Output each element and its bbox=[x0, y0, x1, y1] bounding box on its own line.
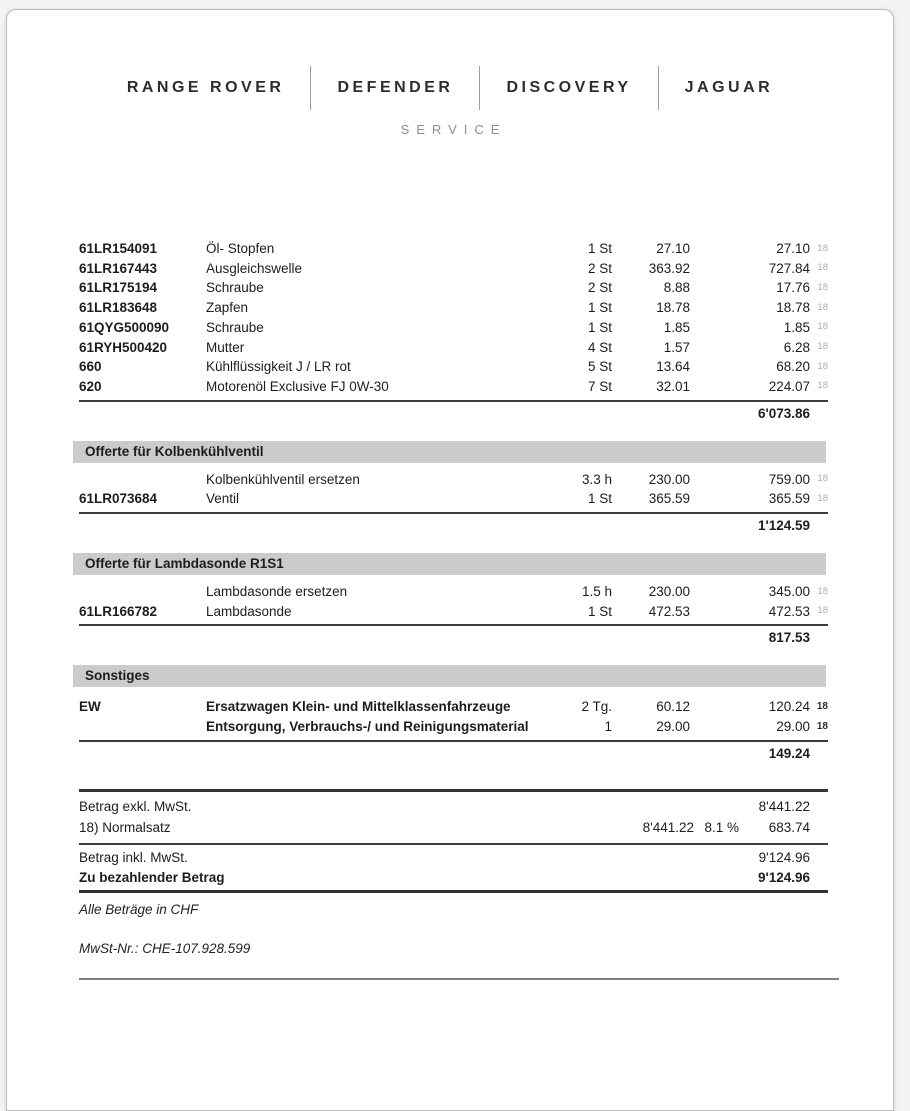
item-quantity: 5 St bbox=[587, 359, 612, 375]
table-row bbox=[79, 298, 828, 318]
item-quantity: 1 St bbox=[587, 241, 612, 256]
amount-due-label: Zu bezahlender Betrag bbox=[79, 869, 225, 885]
table-row bbox=[79, 239, 828, 259]
table-row bbox=[79, 582, 828, 602]
tax-code: 18 bbox=[817, 380, 828, 392]
item-description: Zapfen bbox=[206, 300, 249, 316]
section-subtotal: 149.24 bbox=[768, 745, 810, 761]
part-number: 61LR154091 bbox=[79, 241, 158, 256]
tax-code: 18 bbox=[817, 301, 828, 313]
item-quantity: 1 St bbox=[587, 491, 612, 507]
unit-price: 60.12 bbox=[656, 699, 690, 715]
unit-price: 27.10 bbox=[656, 241, 690, 256]
table-row bbox=[79, 377, 828, 397]
item-quantity: 1 St bbox=[587, 300, 612, 316]
totals-mid-divider bbox=[79, 843, 828, 845]
line-total: 27.10 bbox=[776, 241, 810, 256]
brand-discovery: DISCOVERY bbox=[506, 79, 632, 96]
item-quantity: 1 St bbox=[587, 603, 612, 619]
totals-final-block bbox=[79, 848, 828, 888]
tax-code: 18 bbox=[817, 281, 828, 293]
brand-defender: DEFENDER bbox=[337, 79, 454, 96]
tax-code: 18 bbox=[817, 242, 828, 254]
part-number: 61LR167443 bbox=[79, 260, 158, 276]
unit-price: 8.88 bbox=[663, 280, 690, 296]
section-offer-kolbenkuehlventil bbox=[79, 441, 828, 535]
tax-code: 18 bbox=[817, 605, 828, 617]
part-number: 61LR166782 bbox=[79, 603, 158, 619]
currency-note: Alle Beträge in CHF bbox=[79, 901, 199, 917]
item-quantity: 2 St bbox=[587, 280, 612, 296]
part-number: 660 bbox=[79, 359, 102, 375]
section-offer-lambdasonde bbox=[79, 553, 828, 647]
line-total: 365.59 bbox=[768, 491, 810, 507]
tax-code: 18 bbox=[817, 262, 828, 274]
item-description: Motorenöl Exclusive FJ 0W-30 bbox=[206, 378, 389, 394]
part-number bbox=[79, 582, 206, 602]
item-description: Öl- Stopfen bbox=[206, 241, 275, 256]
total-excl-amount: 8'441.22 bbox=[758, 798, 810, 814]
tax-code: 18 bbox=[816, 700, 828, 712]
tax-code: 18 bbox=[817, 321, 828, 333]
table-row bbox=[79, 357, 828, 377]
item-quantity: 4 St bbox=[587, 339, 612, 355]
invoice-body bbox=[79, 239, 828, 980]
part-number: 61LR073684 bbox=[79, 491, 158, 507]
table-row bbox=[79, 717, 828, 737]
section-header-bar: Sonstiges bbox=[73, 665, 826, 687]
item-description: Lambdasonde bbox=[206, 603, 292, 619]
part-number bbox=[79, 470, 206, 490]
vat-rate: 8.1 % bbox=[704, 820, 739, 836]
part-number: 620 bbox=[79, 378, 102, 394]
item-quantity: 1.5 h bbox=[581, 584, 612, 600]
unit-price: 363.92 bbox=[648, 260, 690, 276]
item-description: Mutter bbox=[206, 339, 245, 355]
vat-base-amount: 8'441.22 bbox=[642, 820, 694, 836]
item-quantity: 1 bbox=[604, 719, 612, 735]
line-total: 18.78 bbox=[776, 300, 810, 316]
line-total: 68.20 bbox=[776, 359, 810, 375]
item-description: Schraube bbox=[206, 280, 264, 296]
vat-row-label: 18) Normalsatz bbox=[79, 820, 171, 836]
item-quantity: 3.3 h bbox=[581, 471, 612, 487]
invoice-page bbox=[6, 9, 894, 1111]
item-description: Ausgleichswelle bbox=[206, 260, 303, 276]
part-number: 61LR175194 bbox=[79, 280, 158, 296]
section-subtotal: 6'073.86 bbox=[757, 405, 810, 421]
part-number bbox=[79, 717, 206, 737]
amount-due-value: 9'124.96 bbox=[757, 869, 810, 885]
line-total: 727.84 bbox=[768, 260, 810, 276]
item-description: Ersatzwagen Klein- und Mittelklassenfahrzeuge bbox=[206, 699, 511, 715]
section-header-bar: Offerte für Lambdasonde R1S1 bbox=[73, 553, 826, 575]
part-number: 61LR183648 bbox=[79, 300, 158, 316]
table-row bbox=[79, 338, 828, 358]
item-quantity: 7 St bbox=[587, 378, 612, 394]
line-total: 1.85 bbox=[783, 319, 810, 335]
section-divider bbox=[79, 400, 828, 402]
unit-price: 32.01 bbox=[656, 378, 690, 394]
line-total: 29.00 bbox=[776, 719, 810, 735]
unit-price: 365.59 bbox=[648, 491, 690, 507]
line-total: 345.00 bbox=[768, 584, 810, 600]
line-total: 17.76 bbox=[776, 280, 810, 296]
tax-code: 18 bbox=[817, 585, 828, 597]
total-incl-label: Betrag inkl. MwSt. bbox=[79, 849, 188, 865]
vat-amount: 683.74 bbox=[768, 820, 810, 836]
table-row bbox=[79, 489, 828, 509]
totals-bottom-divider bbox=[79, 890, 828, 893]
tax-code: 18 bbox=[816, 720, 828, 732]
brand-range-rover: RANGE ROVER bbox=[126, 79, 285, 96]
section-divider bbox=[79, 512, 828, 514]
line-total: 472.53 bbox=[768, 603, 810, 619]
section-divider bbox=[79, 740, 828, 742]
part-number: 61RYH500420 bbox=[79, 339, 168, 355]
totals-block bbox=[79, 796, 828, 839]
line-total: 224.07 bbox=[768, 378, 810, 394]
table-row bbox=[79, 602, 828, 622]
item-description: Schraube bbox=[206, 319, 264, 335]
section-parts bbox=[79, 239, 828, 423]
tax-code: 18 bbox=[817, 341, 828, 353]
item-description: Kolbenkühlventil ersetzen bbox=[206, 471, 360, 487]
item-description: Kühlflüssigkeit J / LR rot bbox=[206, 359, 351, 375]
item-description: Entsorgung, Verbrauchs-/ und Reinigungsmaterial bbox=[206, 719, 529, 735]
unit-price: 29.00 bbox=[656, 719, 690, 735]
tax-code: 18 bbox=[817, 473, 828, 485]
section-header-bar: Offerte für Kolbenkühlventil bbox=[73, 441, 826, 463]
unit-price: 472.53 bbox=[648, 603, 690, 619]
unit-price: 13.64 bbox=[656, 359, 690, 375]
unit-price: 230.00 bbox=[648, 584, 690, 600]
item-description: Ventil bbox=[206, 491, 240, 507]
item-quantity: 2 Tg. bbox=[581, 699, 612, 715]
table-row bbox=[79, 697, 828, 717]
total-excl-label: Betrag exkl. MwSt. bbox=[79, 798, 192, 814]
line-total: 6.28 bbox=[783, 339, 810, 355]
tax-code: 18 bbox=[817, 360, 828, 372]
line-total: 759.00 bbox=[768, 471, 810, 487]
total-incl-amount: 9'124.96 bbox=[758, 849, 810, 865]
vat-number: MwSt-Nr.: CHE-107.928.599 bbox=[79, 940, 251, 956]
unit-price: 1.57 bbox=[663, 339, 690, 355]
table-row bbox=[79, 318, 828, 338]
section-divider bbox=[79, 624, 828, 626]
item-quantity: 2 St bbox=[587, 260, 612, 276]
section-subtotal: 1'124.59 bbox=[757, 518, 810, 534]
line-total: 120.24 bbox=[768, 699, 810, 715]
item-quantity: 1 St bbox=[587, 319, 612, 335]
section-sonstiges bbox=[79, 665, 828, 762]
unit-price: 18.78 bbox=[656, 300, 690, 316]
part-number: EW bbox=[79, 699, 101, 715]
item-description: Lambdasonde ersetzen bbox=[206, 584, 348, 600]
table-row bbox=[79, 278, 828, 298]
part-number: 61QYG500090 bbox=[79, 319, 170, 335]
table-row bbox=[79, 470, 828, 490]
table-row bbox=[79, 259, 828, 279]
footer-divider bbox=[79, 978, 839, 980]
brand-jaguar: JAGUAR bbox=[684, 79, 774, 96]
brand-header bbox=[7, 66, 893, 110]
unit-price: 1.85 bbox=[663, 319, 690, 335]
section-subtotal: 817.53 bbox=[768, 630, 810, 646]
tax-code: 18 bbox=[817, 492, 828, 504]
totals-top-divider bbox=[79, 789, 828, 792]
service-subtitle: SERVICE bbox=[400, 122, 507, 137]
unit-price: 230.00 bbox=[648, 471, 690, 487]
